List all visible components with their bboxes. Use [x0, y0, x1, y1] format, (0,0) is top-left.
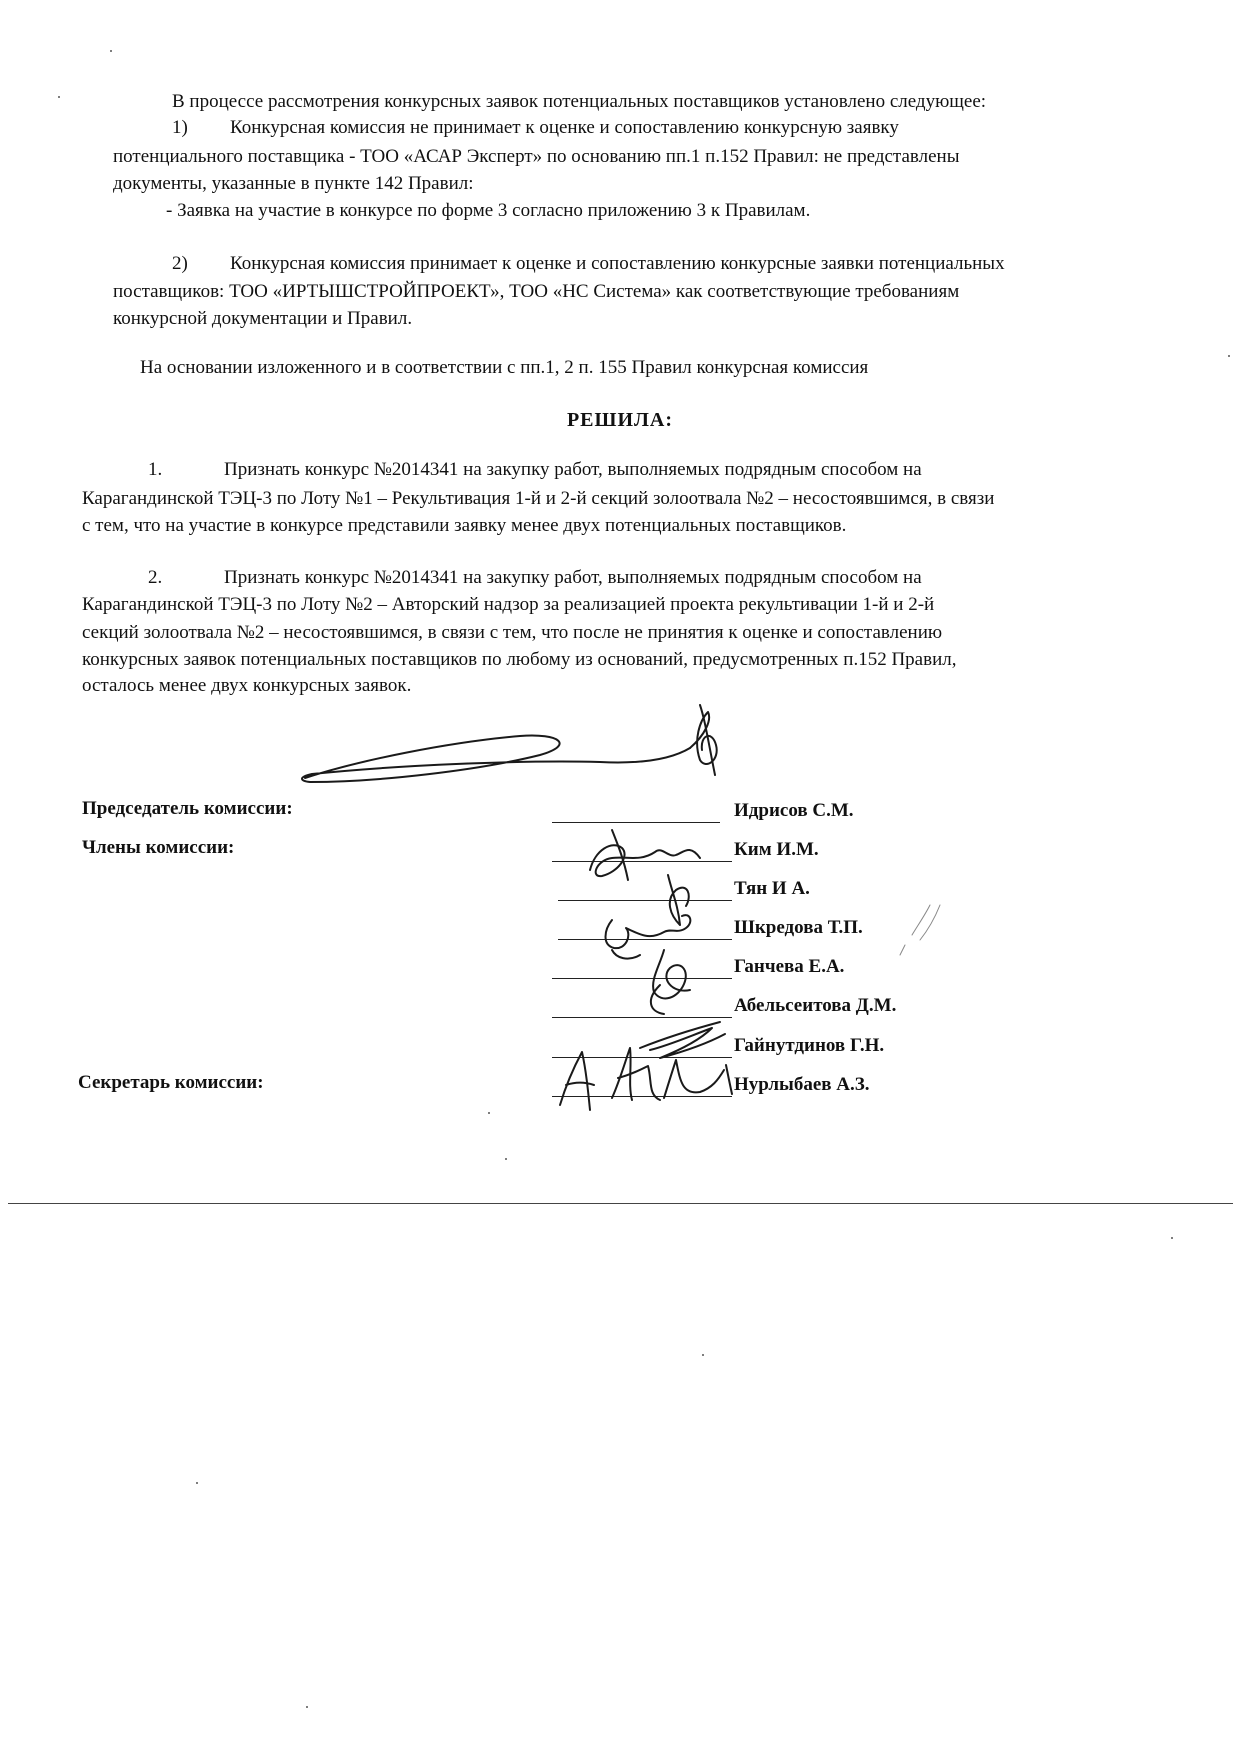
decision1-line2: Карагандинской ТЭЦ-3 по Лоту №1 – Рекультивация 1-й и 2-й секций золоотвала №2 – несостоявшимся, в связи: [82, 488, 995, 509]
chairman-label: Председатель комиссии:: [82, 798, 293, 819]
decision2-line5: осталось менее двух конкурсных заявок.: [82, 675, 412, 696]
decision2-number: 2.: [148, 567, 163, 588]
decision2-line3: секций золоотвала №2 – несостоявшимся, в связи с тем, что после не принятия к оценке и сопоставлению: [82, 622, 943, 643]
decision2-line2: Карагандинской ТЭЦ-3 по Лоту №2 – Авторский надзор за реализацией проекта рекультивации 1-й и 2-й: [82, 594, 935, 615]
chairman-signature: [302, 736, 690, 782]
item2-line3: конкурсной документации и Правил.: [113, 308, 413, 329]
scan-speck: [306, 1706, 308, 1708]
member-name: Ганчева Е.А.: [734, 956, 845, 977]
scan-speck: [505, 1158, 507, 1160]
intro-line: В процессе рассмотрения конкурсных заявок потенциальных поставщиков установлено следующее:: [172, 91, 987, 112]
scan-speck: [702, 1354, 704, 1356]
scan-speck: [110, 50, 112, 52]
item1-line3: документы, указанные в пункте 142 Правил:: [113, 173, 474, 194]
member-name: Идрисов С.М.: [734, 800, 854, 821]
decision-heading: РЕШИЛА:: [566, 409, 674, 431]
secretary-signature: [560, 1052, 594, 1110]
item1-number: 1): [172, 117, 188, 138]
decision1-number: 1.: [148, 459, 163, 480]
member-name: Гайнутдинов Г.Н.: [734, 1035, 885, 1056]
scan-speck: [58, 96, 60, 98]
scan-speck: [1171, 1237, 1173, 1239]
basis-line: На основании изложенного и в соответствии с пп.1, 2 п. 155 Правил конкурсная комиссия: [140, 357, 869, 378]
member-signature: [668, 875, 689, 925]
item1-line4: - Заявка на участие в конкурсе по форме 3 согласно приложению 3 к Правилам.: [166, 200, 811, 221]
page-divider: [8, 1203, 1233, 1204]
member-name: Шкредова Т.П.: [734, 917, 863, 938]
member-signature: [653, 950, 690, 998]
item1-line2: потенциального поставщика - ТОО «АСАР Эксперт» по основанию пп.1 п.152 Правил: не представлены: [113, 146, 960, 167]
members-label: Члены комиссии:: [82, 837, 235, 858]
member-name: Тян И А.: [734, 878, 810, 899]
item1-line1-text: Конкурсная комиссия не принимает к оценке и сопоставлению конкурсную заявку: [230, 117, 899, 138]
scan-speck: [1228, 355, 1230, 357]
scan-speck: [196, 1482, 198, 1484]
decision1-line1: Признать конкурс №2014341 на закупку работ, выполняемых подрядным способом на: [224, 459, 922, 480]
member-signature: [590, 845, 700, 876]
decision2-line4: конкурсных заявок потенциальных поставщиков по любому из оснований, предусмотренных п.152 Правил,: [82, 649, 957, 670]
member-name: Ким И.М.: [734, 839, 819, 860]
item2-number: 2): [172, 253, 188, 274]
member-name: Нурлыбаев А.З.: [734, 1074, 870, 1095]
secretary-label: Секретарь комиссии:: [78, 1072, 264, 1093]
member-signature: [606, 915, 691, 948]
item2-line2: поставщиков: ТОО «ИРТЫШСТРОЙПРОЕКТ», ТОО «НС Система» как соответствующие требованиям: [113, 281, 960, 302]
decision1-line3: с тем, что на участие в конкурсе представили заявку менее двух потенциальных поставщиков.: [82, 515, 847, 536]
decision2-line1: Признать конкурс №2014341 на закупку работ, выполняемых подрядным способом на: [224, 567, 922, 588]
member-signature: [650, 1028, 725, 1058]
item2-line1: Конкурсная комиссия принимает к оценке и сопоставлению конкурсные заявки потенциальных: [230, 253, 1005, 274]
scan-speck: [488, 1112, 490, 1114]
member-name: Абельсеитова Д.М.: [734, 995, 897, 1016]
